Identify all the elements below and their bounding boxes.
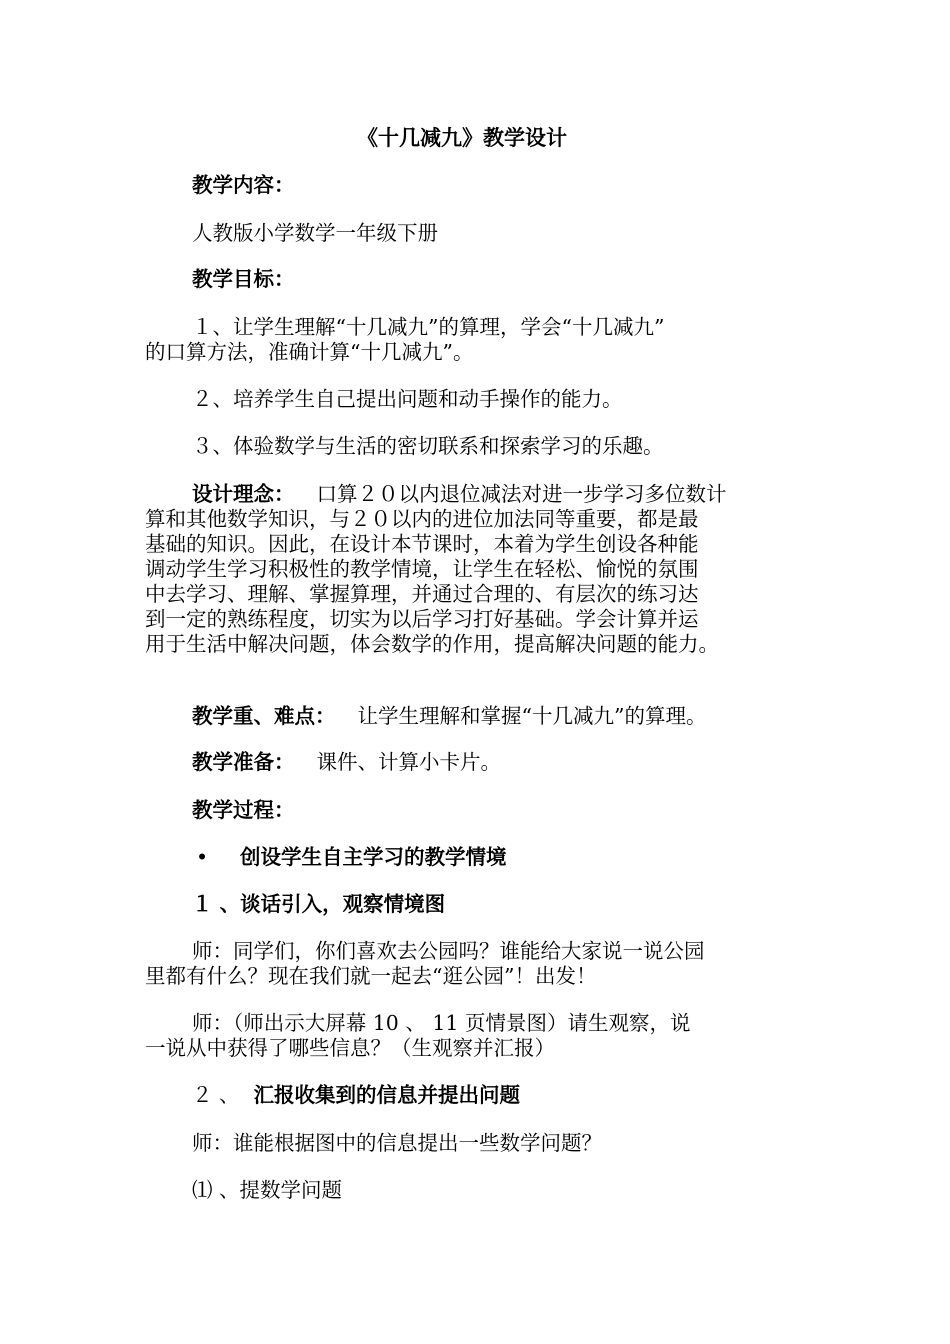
content-label: 教学内容：: [192, 173, 295, 197]
goal-3: ３、体验数学与生活的密切联系和探索学习的乐趣。: [192, 434, 664, 458]
concept-first-line: [192, 481, 727, 507]
concept-line5: 中去学习、理解、掌握算理，并通过合理的、有层次的练习达: [145, 582, 699, 606]
concept-line2: 算和其他数学知识，与２０以内的进位加法同等重要，都是最: [145, 507, 699, 531]
concept-label: 设计理念：: [192, 482, 295, 506]
key-text: 让学生理解和掌握“十几减九”的算理。: [357, 704, 707, 728]
goal-1-line1: １、让学生理解“十几减九”的算理，学会“十几减九”: [192, 315, 665, 339]
process-label: 教学过程：: [192, 798, 295, 822]
teacher-2-line2: 一说从中获得了哪些信息？（生观察并汇报）: [145, 1036, 555, 1060]
key-points-line: [192, 703, 706, 729]
teacher-1-line2: 里都有什么？现在我们就一起去“逛公园”！出发！: [145, 964, 597, 988]
prep-label: 教学准备：: [192, 750, 295, 774]
concept-line3: 基础的知识。因此，在设计本节课时，本着为学生创设各种能: [145, 532, 699, 556]
sub-1-heading: ⑴ 、提数学问题: [192, 1178, 343, 1202]
page-title: 《十几减九》教学设计: [357, 126, 567, 150]
step-1-heading: １ 、谈话引入，观察情境图: [192, 892, 446, 916]
key-label: 教学重、难点：: [192, 704, 336, 728]
content-text: 人教版小学数学一年级下册: [192, 221, 438, 245]
concept-line7: 用于生活中解决问题，体会数学的作用，提高解决问题的能力。: [145, 632, 719, 656]
goal-label: 教学目标：: [192, 267, 295, 291]
goal-1-line2: 的口算方法，准确计算“十几减九”。: [145, 340, 474, 364]
section-1-heading: 创设学生自主学习的教学情境: [240, 845, 507, 869]
prep-line: [192, 749, 501, 775]
prep-text: 课件、计算小卡片。: [316, 750, 501, 774]
concept-line4: 调动学生学习积极性的教学情境，让学生在轻松、愉悦的氛围: [145, 557, 699, 581]
step-2-heading: [192, 1082, 520, 1108]
step-2-text: 汇报收集到的信息并提出问题: [253, 1083, 521, 1107]
goal-2: ２、培养学生自己提出问题和动手操作的能力。: [192, 387, 623, 411]
step-2-number: ２ 、: [192, 1083, 240, 1107]
concept-line6: 到一定的熟练程度，切实为以后学习打好基础。学会计算并运: [145, 607, 699, 631]
teacher-3: 师：谁能根据图中的信息提出一些数学问题？: [192, 1131, 602, 1155]
bullet-icon: •: [196, 845, 209, 869]
concept-line1: 口算２０以内退位减法对进一步学习多位数计: [316, 482, 727, 506]
teacher-2-line1: 师：（师出示大屏幕 10 、 11 页情景图）请生观察，说: [192, 1011, 691, 1035]
teacher-1-line1: 师：同学们，你们喜欢去公园吗？谁能给大家说一说公园: [192, 939, 705, 963]
